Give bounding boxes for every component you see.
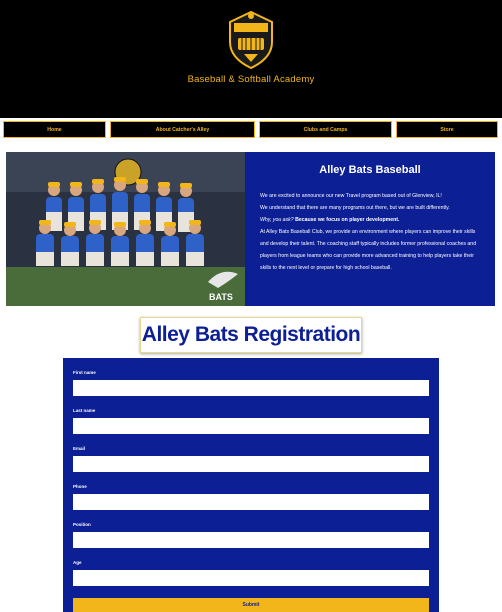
hero-paragraph-3 xyxy=(260,214,484,226)
nav-item-home[interactable]: Home xyxy=(3,121,106,138)
hero-paragraph-4: At Alley Bats Baseball Club, we provide an environment where players can improve their skills and develop their talent. The coaching staff typically includes former professional coaches and players from league teams who can provide more advanced training to help players take their skills to the next level or prepare for high school baseball. xyxy=(260,229,477,271)
site-header xyxy=(0,0,502,118)
phone-field[interactable] xyxy=(73,494,429,510)
first-name-field[interactable] xyxy=(73,380,429,396)
first-name-label: First name xyxy=(73,370,96,375)
submit-button[interactable]: Submit xyxy=(73,598,429,612)
email-field[interactable] xyxy=(73,456,429,472)
age-label: Age xyxy=(73,560,82,565)
hero-paragraph-1: We are excited to announce our new Travel program based out of Glenview, IL! xyxy=(260,193,442,199)
catchers-alley-logo[interactable] xyxy=(222,8,280,70)
hero-paragraph-2: We understand that there are many programs out there, but we are built differently. xyxy=(260,205,450,211)
registration-title-box xyxy=(140,317,362,353)
why-answer: Because we focus on player development. xyxy=(293,217,400,223)
academy-tagline: Baseball & Softball Academy xyxy=(187,74,315,85)
last-name-label: Last name xyxy=(73,408,96,413)
hero-description xyxy=(260,190,484,274)
team-photo-image xyxy=(6,152,245,306)
team-photo xyxy=(6,152,245,306)
position-label: Position xyxy=(73,522,91,527)
phone-label: Phone xyxy=(73,484,87,489)
hero-info-panel xyxy=(245,152,495,306)
registration-title: Alley Bats Registration xyxy=(141,323,361,346)
bats-badge: BATS xyxy=(209,292,233,302)
registration-form xyxy=(63,358,439,612)
nav-item-clubs-camps[interactable]: Clubs and Camps xyxy=(259,121,392,138)
position-field[interactable] xyxy=(73,532,429,548)
nav-item-store[interactable]: Store xyxy=(396,121,498,138)
age-field[interactable] xyxy=(73,570,429,586)
email-label: Email xyxy=(73,446,86,451)
nav-item-about[interactable]: About Catcher's Alley xyxy=(110,121,255,138)
why-question: Why, you ask? xyxy=(260,217,294,223)
hero-title: Alley Bats Baseball xyxy=(319,164,421,176)
last-name-field[interactable] xyxy=(73,418,429,434)
